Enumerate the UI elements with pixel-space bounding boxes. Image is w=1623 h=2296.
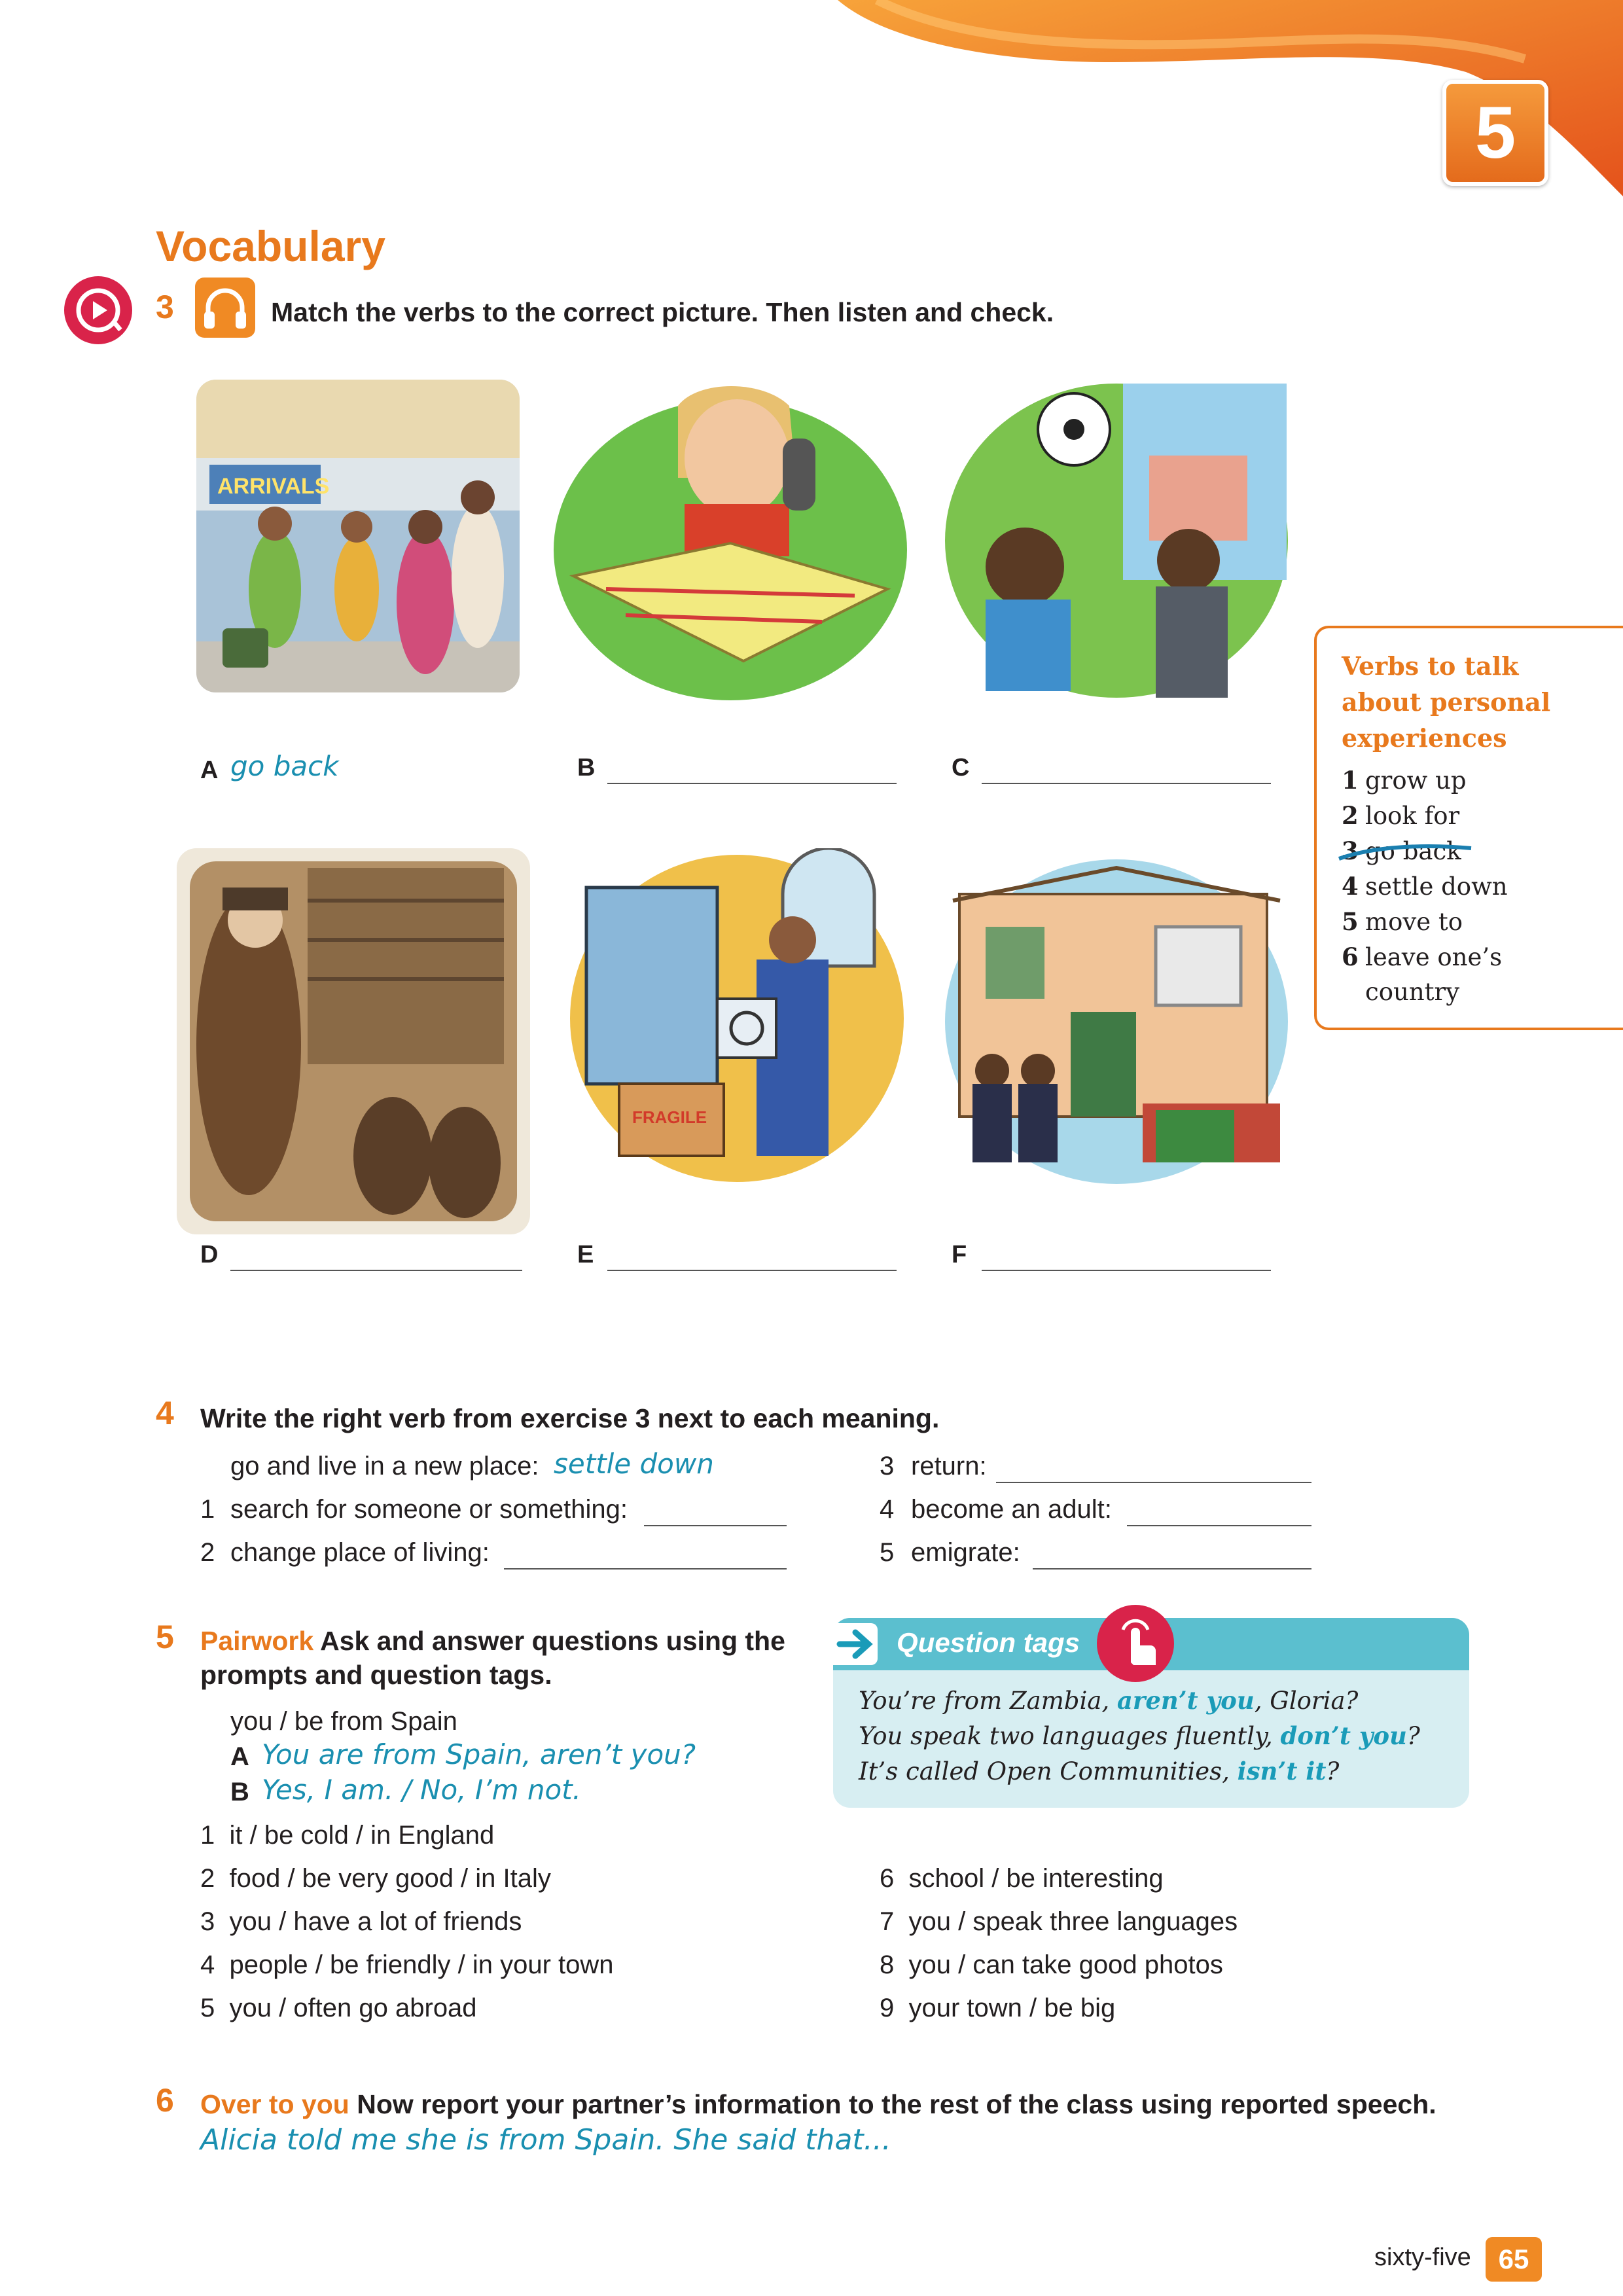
ex4-item-3-line[interactable] <box>996 1458 1311 1483</box>
sidebox-title: Verbs to talk about personal experiences <box>1342 651 1551 753</box>
label-a: A <box>200 757 219 784</box>
verbs-sidebox <box>1314 626 1623 1030</box>
ex6-example: Alicia told me she is from Spain. She said that... <box>200 2123 891 2157</box>
ex5-item-3: 3 you / have a lot of friends <box>200 1907 522 1936</box>
qt-line-2: You speak two languages fluently, don’t you? <box>859 1721 1420 1750</box>
ex5-item-8: 8 you / can take good photos <box>880 1950 1223 1979</box>
answer-a[interactable]: go back <box>230 750 339 782</box>
exercise-6-number: 6 <box>156 2082 174 2119</box>
sidebox-item-6: 6 leave one’s <box>1342 942 1503 971</box>
picture-a-arrivals <box>196 380 520 692</box>
ex4-item-4-text: become an adult: <box>911 1495 1112 1524</box>
ex4-item-4-num: 4 <box>880 1495 895 1524</box>
ex4-item-5-num: 5 <box>880 1538 895 1567</box>
exercise-3-number: 3 <box>156 289 174 325</box>
page-word: sixty-five <box>1374 2244 1471 2271</box>
ex5-item-4: 4 people / be friendly / in your town <box>200 1950 614 1979</box>
ex5-item-7: 7 you / speak three languages <box>880 1907 1238 1936</box>
ex5-item-9: 9 your town / be big <box>880 1994 1116 2022</box>
exercise-6-instruction: Over to you Now report your partner’s information to the rest of the class using reported speech. <box>200 2089 1436 2119</box>
picture-d-emigrants <box>177 848 530 1234</box>
answer-c-line[interactable] <box>982 759 1271 784</box>
answer-e-line[interactable] <box>607 1246 897 1271</box>
sidebox-item-1: 1 grow up <box>1342 766 1467 795</box>
ex5-item-2: 2 food / be very good / in Italy <box>200 1864 551 1893</box>
arrow-icon <box>833 1623 878 1665</box>
page-number: 65 <box>1486 2237 1542 2282</box>
question-tags-title: Question tags <box>897 1627 1080 1658</box>
ex4-item-1-line[interactable] <box>644 1501 787 1526</box>
replay-icon[interactable] <box>64 276 132 344</box>
ex4-item-2-line[interactable] <box>504 1545 787 1570</box>
answer-f-line[interactable] <box>982 1246 1271 1271</box>
label-d: D <box>200 1241 219 1268</box>
picture-f-house <box>940 855 1293 1189</box>
strikethrough-mark <box>1336 839 1474 865</box>
headphones-icon[interactable] <box>195 278 255 338</box>
picture-c-growing-up <box>940 370 1293 704</box>
ex4-example-prompt: go and live in a new place: <box>230 1452 539 1480</box>
ex4-item-1-num: 1 <box>200 1495 215 1524</box>
ex4-item-2-num: 2 <box>200 1538 215 1567</box>
ex4-item-4-line[interactable] <box>1127 1501 1311 1526</box>
ex4-item-1-text: search for someone or something: <box>230 1495 628 1524</box>
ex4-item-3-num: 3 <box>880 1452 895 1480</box>
sidebox-item-2: 2 look for <box>1342 801 1460 830</box>
ex5-example-prompt: you / be from Spain <box>230 1707 457 1736</box>
exercise-3-instruction: Match the verbs to the correct picture. Then listen and check. <box>271 297 1054 327</box>
ex5-example-b: Yes, I am. / No, I’m not. <box>262 1774 582 1806</box>
sidebox-item-5: 5 move to <box>1342 907 1463 936</box>
ex5-item-6: 6 school / be interesting <box>880 1864 1164 1893</box>
ex5-example-b-label: B <box>230 1778 249 1806</box>
ex4-example-answer: settle down <box>554 1448 714 1480</box>
tap-hand-icon[interactable] <box>1097 1605 1174 1682</box>
ex5-item-5: 5 you / often go abroad <box>200 1994 477 2022</box>
ex4-item-5-line[interactable] <box>1033 1545 1311 1570</box>
section-title: Vocabulary <box>156 222 385 270</box>
sidebox-item-4: 4 settle down <box>1342 872 1508 901</box>
label-e: E <box>577 1241 594 1268</box>
label-b: B <box>577 754 596 781</box>
label-f: F <box>952 1241 967 1268</box>
sidebox-item-6-cont: country <box>1365 978 1460 1006</box>
exercise-4-number: 4 <box>156 1395 174 1431</box>
ex4-item-5-text: emigrate: <box>911 1538 1020 1567</box>
sidebox-item-3-crossed: 3 go back <box>1342 836 1461 865</box>
exercise-5-instruction-2: prompts and question tags. <box>200 1660 552 1690</box>
fragile-label: FRAGILE <box>632 1107 707 1127</box>
exercise-4-instruction: Write the right verb from exercise 3 next to each meaning. <box>200 1403 940 1433</box>
qt-line-3: It’s called Open Communities, isn’t it? <box>859 1757 1340 1785</box>
ex5-example-a: You are from Spain, aren’t you? <box>262 1738 696 1770</box>
ex5-example-a-label: A <box>230 1742 249 1771</box>
exercise-5-number: 5 <box>156 1619 174 1655</box>
exercise-5-instruction-1: Pairwork Ask and answer questions using the <box>200 1626 785 1656</box>
picture-e-moving <box>567 848 907 1189</box>
ex4-item-3-text: return: <box>911 1452 987 1480</box>
answer-b-line[interactable] <box>607 759 897 784</box>
arrivals-sign: ARRIVALS <box>217 474 330 499</box>
picture-b-newspaper <box>547 380 914 707</box>
answer-d-line[interactable] <box>230 1246 522 1271</box>
unit-number-badge: 5 <box>1442 80 1548 186</box>
label-c: C <box>952 754 970 781</box>
ex5-item-1: 1 it / be cold / in England <box>200 1821 495 1850</box>
qt-line-1: You’re from Zambia, aren’t you, Gloria? <box>859 1686 1359 1715</box>
ex4-item-2-text: change place of living: <box>230 1538 490 1567</box>
